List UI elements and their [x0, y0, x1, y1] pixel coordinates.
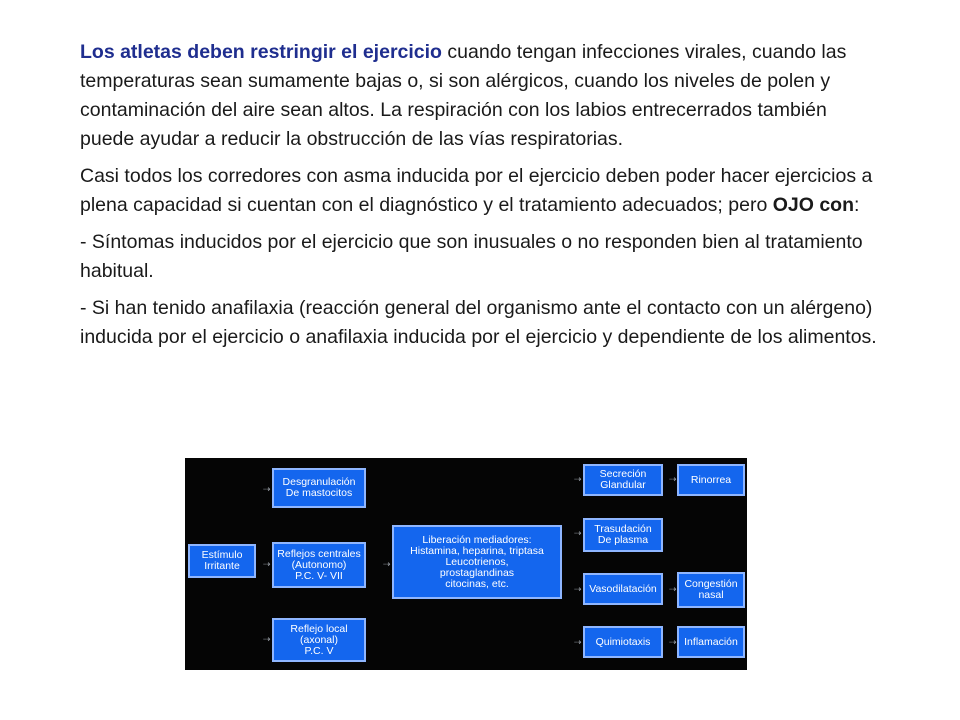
box-desgranulacion: Desgranulación De mastocitos: [272, 468, 366, 508]
box-congestion-nasal: Congestión nasal: [677, 572, 745, 608]
arrow-icon: ⇢: [669, 474, 677, 484]
paragraph-4: - Si han tenido anafilaxia (reacción general del organismo ante el contacto con un alérgeno) inducida por el ejercicio o anafilaxia inducida por el ejercicio y dependiente de los alimentos.: [80, 297, 877, 348]
arrow-icon: ⇢: [383, 559, 391, 569]
arrow-icon: ⇢: [263, 559, 271, 569]
box-quimiotaxis: Quimiotaxis: [583, 626, 663, 658]
body-text: [80, 38, 880, 360]
ojo-con: OJO con: [772, 194, 854, 216]
box-estimulo-irritante: Estímulo Irritante: [188, 544, 256, 578]
box-vasodilatacion: Vasodilatación: [583, 573, 663, 605]
box-liberacion-mediadores: Liberación mediadores: Histamina, heparina, triptasa Leucotrienos, prostaglandinas citocinas, etc.: [392, 525, 562, 599]
arrow-icon: ⇢: [263, 484, 271, 494]
paragraph-2-end: :: [854, 194, 860, 216]
paragraph-2-text: Casi todos los corredores con asma inducida por el ejercicio deben poder hacer ejercicios a plena capacidad si cuentan con el diagnóstico y el tratamiento adecuados; pero: [80, 165, 873, 216]
physiology-diagram: [185, 458, 747, 670]
box-reflejo-local: Reflejo local (axonal) P.C. V: [272, 618, 366, 662]
box-inflamacion: Inflamación: [677, 626, 745, 658]
box-secrecion-glandular: Secreción Glandular: [583, 464, 663, 496]
arrow-icon: ⇢: [669, 637, 677, 647]
paragraph-1: [80, 38, 880, 154]
arrow-icon: ⇢: [574, 474, 582, 484]
arrow-icon: ⇢: [574, 584, 582, 594]
box-trasudacion-plasma: Trasudación De plasma: [583, 518, 663, 552]
highlight-phrase: Los atletas deben restringir el ejercicio: [80, 41, 442, 63]
arrow-icon: ⇢: [669, 584, 677, 594]
paragraph-1-rest: cuando tengan infecciones virales, cuando las temperaturas sean sumamente bajas o, si son alérgicos, cuando los niveles de polen y contaminación del aire sean altos. La respiración con los labios entrecerrados también puede ayudar a reducir la obstrucción de las vías respiratorias.: [80, 41, 847, 150]
arrow-icon: ⇢: [574, 637, 582, 647]
paragraph-3: - Síntomas inducidos por el ejercicio que son inusuales o no responden bien al tratamiento habitual.: [80, 231, 863, 282]
arrow-icon: ⇢: [263, 634, 271, 644]
arrow-icon: ⇢: [574, 528, 582, 538]
box-reflejos-centrales: Reflejos centrales (Autonomo) P.C. V- VII: [272, 542, 366, 588]
box-rinorrea: Rinorrea: [677, 464, 745, 496]
paragraph-2: [80, 162, 880, 220]
